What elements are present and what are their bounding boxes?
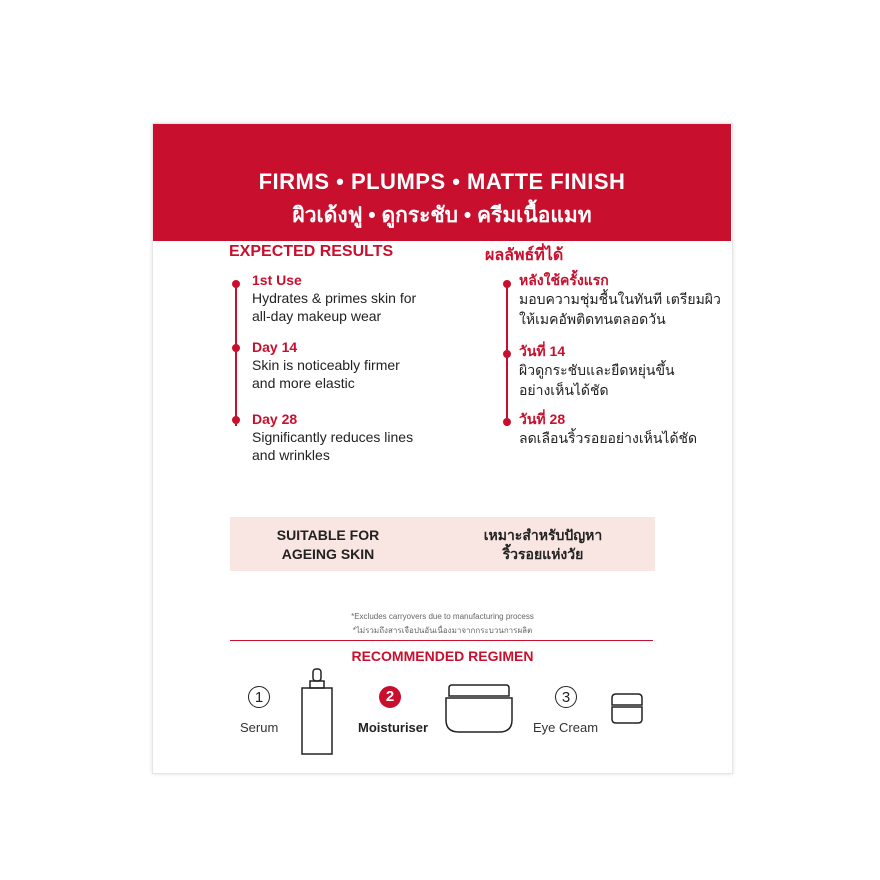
suitable-for-th [468,526,618,564]
step-number-3: 3 [555,686,577,708]
footnote-en: *Excludes carryovers due to manufacturing process [351,612,534,621]
result-step-text: อย่างเห็นได้ชัด [519,382,609,398]
result-step-text: มอบความชุ่มชื้นในทันที เตรียมผิว [519,291,721,307]
result-step-text: Significantly reduces lines [252,429,414,445]
suitable-for-box [230,517,655,571]
claims-banner [153,124,731,241]
expected-results-heading-th: ผลลัพธ์ที่ได้ [485,247,564,264]
regimen-step-label: Eye Cream [533,720,599,735]
result-step-text: ผิวดูกระชับและยืดหยุ่นขึ้น [519,362,675,378]
result-step-text: ให้เมคอัพติดทนตลอดวัน [519,311,666,327]
divider [230,640,653,641]
eye-cream-jar-icon [610,693,644,725]
suitable-for-line: ริ้วรอยแห่งวัย [502,546,584,562]
footnote-th: *ไม่รวมถึงสารเจือปนอันเนื่องมาจากกระบวนการผลิต [352,626,533,635]
regimen-step-label: Moisturiser [358,720,429,735]
timeline-dot [232,280,240,288]
timeline-dot [503,350,511,358]
result-step-text: all-day makeup wear [252,308,382,324]
result-step-label: Day 14 [252,339,298,355]
result-step-en [252,411,413,464]
result-step-text: ลดเลือนริ้วรอยอย่างเห็นได้ชัด [519,430,698,446]
result-step-text: Hydrates & primes skin for [252,290,417,306]
result-step-th [519,343,675,400]
suitable-for-line: SUITABLE FOR [276,527,380,543]
timeline-dot [503,280,511,288]
result-step-label: วันที่ 28 [519,411,566,427]
result-step-text: Skin is noticeably firmer [252,357,400,373]
step-number-1: 1 [248,686,270,708]
expected-results-heading: EXPECTED RESULTS [229,243,394,260]
result-step-th [519,272,721,329]
banner-claims-th: ผิวเด้งฟู • ดูกระชับ • ครีมเนื้อแมท [292,204,592,227]
result-step-text: and more elastic [252,375,355,391]
suitable-for-line: เหมาะสำหรับปัญหา [483,527,603,543]
result-step-en [252,272,416,325]
step-number-2: 2 [379,686,401,708]
timeline-dot [232,344,240,352]
timeline-line-en [235,284,237,426]
suitable-for-en [268,526,388,564]
timeline-dot [503,418,511,426]
result-step-th [519,411,697,448]
result-step-label: วันที่ 14 [519,343,566,359]
result-step-text: and wrinkles [252,447,330,463]
regimen-step-label: Serum [240,720,279,735]
cream-jar-icon [443,684,515,734]
recommended-regimen-heading: RECOMMENDED REGIMEN [351,648,534,664]
result-step-label: หลังใช้ครั้งแรก [519,272,609,288]
suitable-for-line: AGEING SKIN [281,546,375,562]
serum-bottle-icon [300,668,334,756]
result-step-label: 1st Use [252,272,302,288]
banner-claims-en: FIRMS • PLUMPS • MATTE FINISH [258,169,626,194]
result-step-label: Day 28 [252,411,298,427]
timeline-dot [232,416,240,424]
result-step-en [252,339,400,392]
